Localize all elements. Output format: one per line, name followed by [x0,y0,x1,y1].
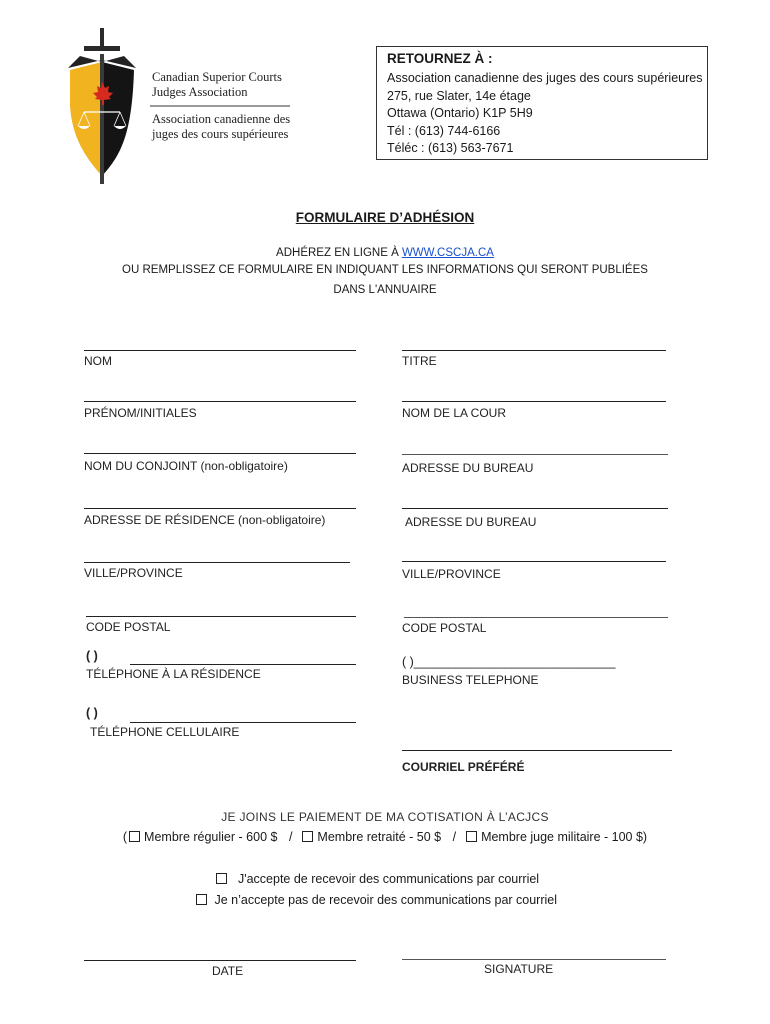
label-office-postal-code: CODE POSTAL [402,621,487,635]
instructions-line2: DANS L'ANNUAIRE [333,284,437,296]
join-online-prefix: ADHÉREZ EN LIGNE À [276,247,402,259]
label-home-address: ADRESSE DE RÉSIDENCE (non-obligatoire) [84,513,326,527]
label-home-phone: TÉLÉPHONE À LA RÉSIDENCE [86,667,261,681]
return-title: RETOURNEZ À : [387,51,493,66]
logo-name-en-line2: Judges Association [152,85,248,99]
cell-phone-input-line[interactable] [130,722,356,723]
home-address-input-line[interactable] [84,508,356,509]
label-spouse-name: NOM DU CONJOINT (non-obligatoire) [84,459,288,473]
spouse-name-input-line[interactable] [84,453,356,454]
checkbox-military-judge[interactable] [466,831,477,842]
label-first-name: PRÉNOM/INITIALES [84,406,197,420]
label-city-province: VILLE/PROVINCE [84,566,183,580]
label-title: TITRE [402,354,437,368]
cell-phone-area-code[interactable]: ( ) [86,706,98,720]
join-online-text [0,247,770,259]
checkbox-decline-email[interactable] [196,894,207,905]
checkbox-retired-member[interactable] [302,831,313,842]
options-separator-2: / [452,830,457,844]
name-input-line[interactable] [84,350,356,351]
checkbox-regular-member[interactable] [129,831,140,842]
membership-options [0,830,770,844]
label-name: NOM [84,354,112,368]
option-regular-member: Membre régulier - 600 $ [144,830,278,844]
label-office-city-province: VILLE/PROVINCE [402,567,501,581]
postal-code-input-line[interactable] [86,616,356,617]
return-line-street: 275, rue Slater, 14e étage [387,88,531,103]
label-date: DATE [212,964,244,978]
date-input-line[interactable] [84,960,356,961]
instructions-line1: OU REMPLISSEZ CE FORMULAIRE EN INDIQUANT LES INFORMATIONS QUI SERONT PUBLIÉES [122,264,648,276]
options-open-paren: ( [122,830,128,844]
label-preferred-email: COURRIEL PRÉFÉRÉ [402,760,525,774]
city-province-input-line[interactable] [84,562,350,563]
form-title: FORMULAIRE D’ADHÉSION [295,210,475,225]
label-office-address-2: ADRESSE DU BUREAU [405,515,537,529]
payment-title: JE JOINS LE PAIEMENT DE MA COTISATION À L’ACJCS [221,810,549,824]
label-court-name: NOM DE LA COUR [402,406,507,420]
office-address-input-line-1[interactable] [402,454,668,455]
home-phone-area-code[interactable]: ( ) [86,649,98,663]
return-line-phone: Tél : (613) 744-6166 [387,123,501,138]
logo-name-en-line1: Canadian Superior Courts [152,70,282,84]
signature-input-line[interactable] [402,959,666,960]
options-separator-1: / [288,830,293,844]
label-postal-code: CODE POSTAL [86,620,171,634]
office-address-input-line-2[interactable] [402,508,668,509]
label-cell-phone: TÉLÉPHONE CELLULAIRE [90,725,240,739]
office-postal-code-input-line[interactable] [404,617,668,618]
consent-decline-row [194,893,557,907]
return-line-org: Association canadienne des juges des cours supérieures [387,71,703,85]
title-input-line[interactable] [402,350,666,351]
label-business-phone: BUSINESS TELEPHONE [402,673,539,687]
first-name-input-line[interactable] [84,401,356,402]
label-office-address-1: ADRESSE DU BUREAU [402,461,534,475]
association-logo [62,26,302,188]
logo-name-fr-line2: juges des cours supérieures [152,127,289,141]
office-city-province-input-line[interactable] [402,561,666,562]
option-military-judge: Membre juge militaire - 100 $) [481,830,648,844]
option-retired-member: Membre retraité - 50 $ [317,830,442,844]
return-line-city: Ottawa (Ontario) K1P 5H9 [387,106,533,120]
return-address-box [376,46,708,160]
website-link[interactable]: WWW.CSCJA.CA [401,247,494,259]
return-line-fax: Téléc : (613) 563-7671 [387,141,514,155]
shield-sword-emblem-icon [62,26,302,188]
consent-accept-row [214,872,539,886]
email-input-line[interactable] [402,750,672,751]
business-phone-input[interactable]: ( )_____________________________ [402,655,616,669]
home-phone-input-line[interactable] [130,664,356,665]
court-name-input-line[interactable] [402,401,666,402]
consent-decline-label: Je n’accepte pas de recevoir des communications par courriel [214,893,558,907]
label-signature: SIGNATURE [484,962,554,976]
logo-name-fr-line1: Association canadienne des [152,112,291,126]
checkbox-accept-email[interactable] [216,873,227,884]
consent-accept-label: J'accepte de recevoir des communications par courriel [237,872,540,886]
